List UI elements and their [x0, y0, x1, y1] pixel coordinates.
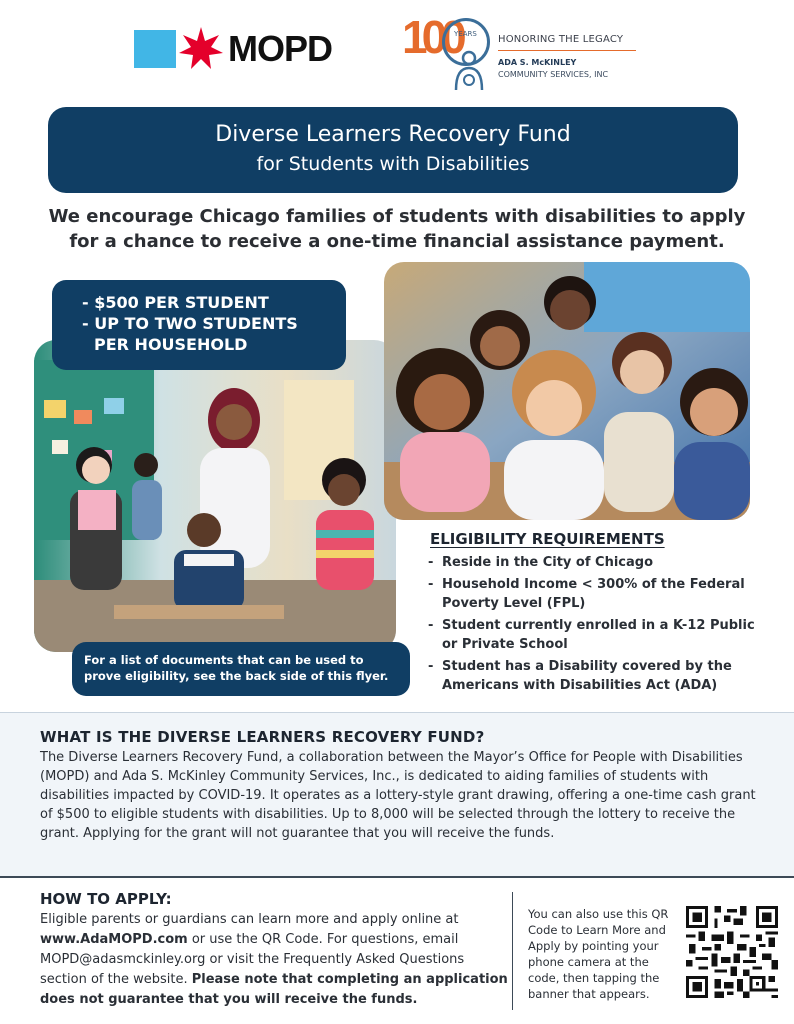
what-is-body: The Diverse Learners Recovery Fund, a collaboration between the Mayor’s Office for People with Disabilities (MOPD) and Ada S. McKinley Community Services, Inc., is dedicated to aiding families of students with disabilities impacted by COVID-19. It operates as a lottery-style grant drawing, offering a one-time cash grant of $500 to eligible students with disabilities. Up to 8,000 will be selected through the lottery to receive the grant. Applying for the grant will not guarantee that you will receive the funds. — [40, 750, 756, 841]
how-text-part1: Eligible parents or guardians can learn more and apply online at — [40, 912, 459, 927]
documents-note-callout: For a list of documents that can be used to prove eligibility, see the back side of this flyer. — [72, 642, 410, 696]
household-limit-item-cont: PER HOUSEHOLD — [94, 335, 248, 354]
how-to-apply-body — [40, 910, 508, 1010]
mopd-logo — [134, 24, 332, 74]
ada-org-name: ADA S. McKINLEY — [498, 58, 577, 67]
eligibility-item: - Student currently enrolled in a K-12 Public or Private School — [428, 616, 758, 654]
page-title: Diverse Learners Recovery Fund — [215, 122, 571, 147]
children-group-photo — [384, 262, 750, 520]
mopd-logo-text: MOPD — [228, 28, 332, 69]
eligibility-title: ELIGIBILITY REQUIREMENTS — [430, 530, 665, 548]
household-limit-item: - UP TO TWO STUDENTS — [82, 314, 298, 333]
what-is-title: WHAT IS THE DIVERSE LEARNERS RECOVERY FUND? — [40, 728, 485, 746]
eligibility-item: - Reside in the City of Chicago — [428, 553, 758, 572]
grant-amount-callout — [52, 280, 346, 370]
qr-instructions: You can also use this QR Code to Learn More and Apply by pointing your phone camera at the code, then tapping the banner that appears. — [528, 907, 669, 1001]
eligibility-item: - Household Income < 300% of the Federal Poverty Level (FPL) — [428, 575, 758, 613]
how-text-part2: or use the QR Code. For questions, email MOPD@adasmckinley.org or visit the Frequently Asked Questions section of the website. — [40, 932, 465, 987]
eligibility-list — [428, 553, 758, 698]
title-banner — [48, 107, 738, 193]
ada-100-text: 100 — [402, 11, 461, 63]
ada-tagline-rule — [498, 50, 636, 51]
intro-text — [30, 204, 764, 254]
intro-line-2: for a chance to receive a one-time financial assistance payment. — [69, 231, 725, 252]
mopd-blue-block — [134, 30, 176, 68]
page-subtitle: for Students with Disabilities — [256, 153, 530, 175]
family-icon — [448, 50, 490, 94]
website-link[interactable]: www.AdaMOPD.com — [40, 932, 188, 947]
intro-line-1: We encourage Chicago families of students with disabilities to apply — [48, 206, 746, 227]
how-to-apply-title: HOW TO APPLY: — [40, 890, 172, 908]
disclaimer-note: Please note that completing an application does not guarantee that you will receive the funds. — [40, 972, 508, 1007]
eligibility-item: - Student has a Disability covered by the Americans with Disabilities Act (ADA) — [428, 657, 758, 695]
qr-code-icon[interactable] — [686, 906, 778, 998]
ada-tagline: HONORING THE LEGACY — [498, 34, 624, 45]
chicago-star-icon — [178, 26, 224, 72]
grant-amount-item: - $500 PER STUDENT — [82, 293, 269, 312]
ada-years-text: YEARS — [454, 30, 477, 38]
ada-mckinley-logo — [402, 11, 662, 94]
vertical-divider — [512, 892, 513, 1010]
classroom-photo — [34, 340, 396, 652]
ada-org-subname: COMMUNITY SERVICES, INC — [498, 70, 609, 79]
